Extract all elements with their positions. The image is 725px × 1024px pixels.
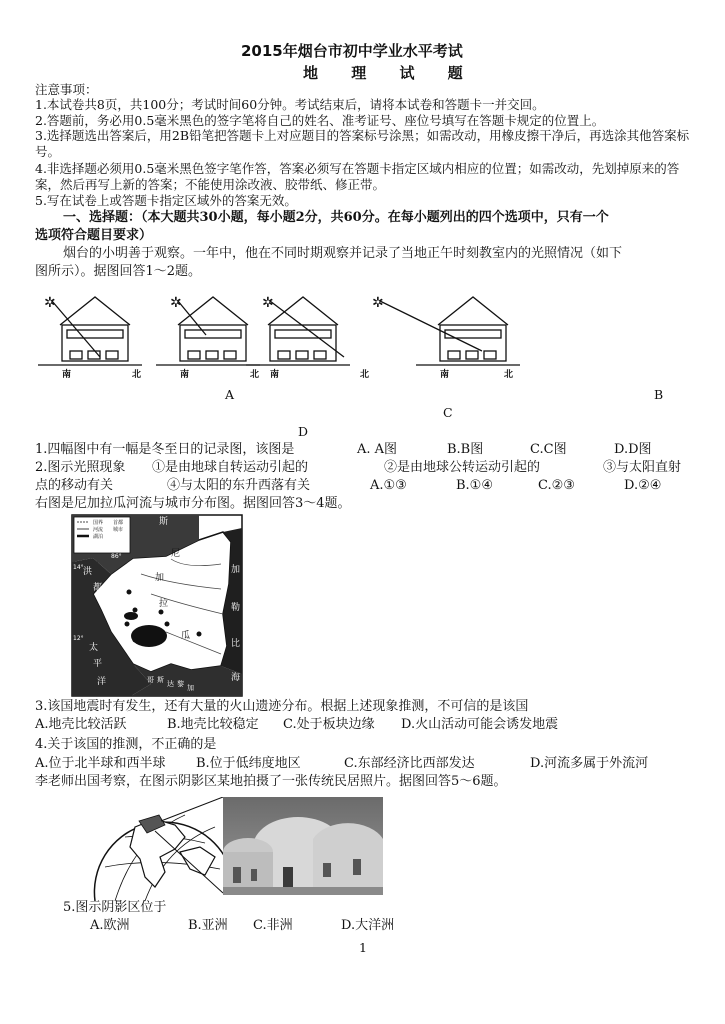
figure-label-d: D (298, 424, 309, 439)
label-costa-rica: 斯 (157, 676, 164, 684)
q1-option-b: B.B图 (447, 442, 484, 457)
north-label: 北 (504, 370, 514, 380)
q5-option-a: A.欧洲 (90, 918, 130, 933)
q3-option-c: C.处于板块边缘 (283, 717, 375, 732)
continent-outline (180, 847, 215, 875)
classroom-diagram-d (380, 297, 520, 365)
sun-icon: ✲ (170, 295, 182, 311)
legend-item: 河流 (93, 527, 104, 533)
label-pacific: 洋 (97, 677, 107, 687)
intro-q1-2-cont: 图所示）。据图回答1～2题。 (35, 264, 202, 279)
legend-item: 城市 (113, 527, 124, 533)
q3-option-d: D.火山活动可能会诱发地震 (401, 717, 559, 732)
q1-option-a: A. A图 (357, 442, 398, 457)
question-1-stem: 1.四幅图中有一幅是冬至日的记录图，该图是 (35, 442, 295, 457)
label-caribbean: 勒 (231, 603, 241, 613)
question-2-stem: 2.图示光照现象 (35, 460, 126, 475)
q2-option-c: C.②③ (538, 478, 575, 493)
tick-label: 14° (73, 564, 84, 571)
south-label: 南 (440, 370, 450, 380)
q4-option-a: A.位于北半球和西半球 (35, 756, 166, 771)
figure-label-c: C (443, 405, 453, 420)
legend-item: 湖泊 (93, 534, 104, 540)
sun-icon: ✲ (262, 295, 274, 311)
label-caribbean: 海 (231, 673, 241, 683)
q3-option-b: B.地壳比较稳定 (167, 717, 259, 732)
label-honduras: 洪 (83, 567, 93, 577)
q2-option-d: D.②④ (624, 478, 662, 493)
label-costa-rica: 黎 (177, 680, 184, 688)
note-line: 号。 (35, 144, 61, 159)
continent-outline (130, 819, 185, 887)
label-caribbean: 比 (231, 639, 241, 649)
q5-option-c: C.非洲 (253, 918, 293, 933)
question-5-stem: 5.图示阴影区位于 (63, 900, 167, 915)
q4-option-d: D.河流多属于外流河 (530, 756, 649, 771)
note-line: 4.非选择题必须用0.5毫米黑色签字笔作答，答案必须写在答题卡指定区域内相应的位置；如需改动，先划掉原来的答 (35, 161, 680, 176)
note-line: 3.选择题选出答案后，用2B铅笔把答题卡上对应题目的答案标号涂黑；如需改动，用橡皮擦干净后，再选涂其他答案标 (35, 128, 690, 143)
page-number: 1 (359, 940, 367, 955)
section-heading: 一、选择题：（本大题共30小题，每小题2分，共60分。在每小题列出的四个选项中，只有一个 (63, 210, 609, 225)
tick-label: 84° (217, 518, 228, 525)
q2-statement-4: ④与太阳的东升西落有关 (167, 478, 311, 493)
south-label: 南 (180, 370, 190, 380)
intro-q5-6: 李老师出国考察，在图示阴影区某地拍摄了一张传统民居照片。据图回答5～6题。 (35, 774, 507, 789)
q5-option-d: D.大洋洲 (341, 918, 395, 933)
label-costa-rica: 达 (167, 680, 174, 688)
q5-option-b: B.亚洲 (188, 918, 228, 933)
tick-label: 12° (73, 635, 84, 642)
legend-item: 国界 (93, 520, 104, 526)
classroom-light-figure (38, 285, 523, 380)
globe-figure (75, 797, 225, 903)
label-honduras: 拉 (101, 597, 111, 607)
figure-label-b: B (654, 387, 664, 402)
north-label: 北 (250, 370, 260, 380)
intro-q3-4: 右图是尼加拉瓜河流与城市分布图。据图回答3～4题。 (35, 496, 351, 511)
section-heading-cont: 选项符合题目要求） (35, 228, 153, 243)
label-honduras: 都 (93, 583, 103, 593)
q1-option-d: D.D图 (614, 442, 652, 457)
notes-heading: 注意事项： (35, 82, 98, 97)
q2-statement-1: ①是由地球自转运动引起的 (152, 460, 309, 475)
figure-label-a: A (225, 387, 235, 402)
label-costa-rica: 加 (187, 684, 194, 692)
q3-option-a: A.地壳比较活跃 (35, 717, 127, 732)
label-nicaragua: 瓜 (181, 631, 191, 641)
lake-managua (124, 612, 138, 620)
label-costa-rica: 哥 (147, 676, 154, 684)
note-line: 5.写在试卷上或答题卡指定区域外的答案无效。 (35, 193, 297, 208)
note-line: 2.答题前，务必用0.5毫米黑色的签字笔将自己的姓名、准考证号、座位号填写在答题卡规定的位置上。 (35, 113, 605, 128)
question-4-stem: 4.关于该国的推测，不正确的是 (35, 737, 217, 752)
tick-label: 86° (111, 553, 122, 560)
page-subtitle: 地 理 试 题 (303, 64, 477, 82)
q4-option-b: B.位于低纬度地区 (196, 756, 301, 771)
q2-option-a: A.①③ (370, 478, 407, 493)
legend-item: 首都 (113, 520, 124, 526)
label-pacific: 平 (93, 659, 103, 669)
nicaragua-map (71, 514, 243, 697)
label-pacific: 太 (89, 643, 99, 653)
south-label: 南 (62, 370, 72, 380)
label-nicaragua: 拉 (159, 599, 169, 609)
q1-option-c: C.C图 (530, 442, 567, 457)
north-label: 北 (360, 370, 370, 380)
label-honduras: 斯 (159, 517, 169, 527)
sun-icon: ✲ (372, 295, 384, 311)
north-label: 北 (132, 370, 142, 380)
note-line: 1.本试卷共8页，共100分；考试时间60分钟。考试结束后，请将本试卷和答题卡一并交回。 (35, 97, 545, 112)
lake-nicaragua (131, 625, 167, 647)
note-line: 案，然后再写上新的答案；不能使用涂改液、胶带纸、修正带。 (35, 177, 386, 192)
traditional-house-photo (223, 797, 383, 895)
label-nicaragua: 加 (155, 573, 165, 583)
label-nicaragua: 尼 (171, 549, 181, 559)
intro-q1-2: 烟台的小明善于观察。一年中，他在不同时期观察并记录了当地正午时刻教室内的光照情况（如下 (63, 246, 623, 261)
q2-statement-3: ③与太阳直射 (603, 460, 682, 475)
label-caribbean: 加 (231, 565, 241, 575)
q2-option-b: B.①④ (456, 478, 493, 493)
q4-option-c: C.东部经济比西部发达 (344, 756, 475, 771)
question-3-stem: 3.该国地震时有发生，还有大量的火山遗迹分布。根据上述现象推测，不可信的是该国 (35, 699, 529, 714)
q2-statement-2: ②是由地球公转运动引起的 (384, 460, 541, 475)
south-label: 南 (270, 370, 280, 380)
sun-icon: ✲ (44, 295, 56, 311)
page-title: 2015年烟台市初中学业水平考试 (241, 42, 463, 60)
q2-statement-3-cont: 点的移动有关 (35, 478, 114, 493)
